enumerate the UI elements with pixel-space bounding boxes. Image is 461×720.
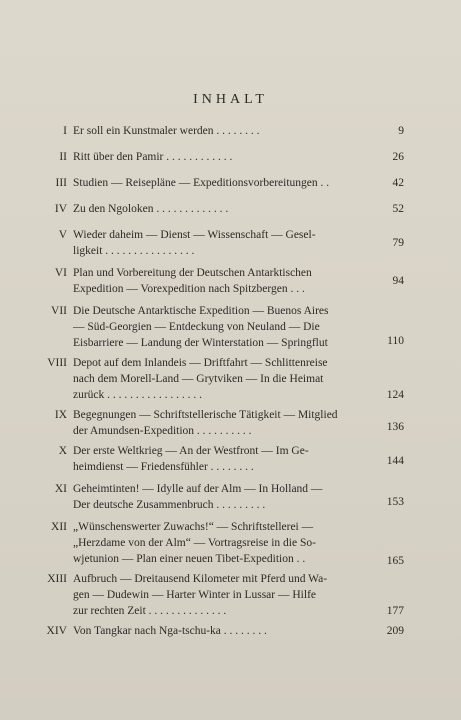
chapter-title [73,407,373,439]
chapter-number: XIV [46,625,67,637]
chapter-number: I [63,125,67,137]
chapter-title-line: Ritt über den Pamir . . . . . . . . . . . . [73,151,233,163]
chapter-title [73,623,373,639]
chapter-title [73,303,373,351]
chapter-number: II [59,151,67,163]
chapter-title-line: Die Deutsche Antarktische Expedition — Buenos Aires [73,305,329,317]
page-number: 26 [392,151,404,163]
chapter-title [73,443,373,475]
chapter-title-line: zur rechten Zeit . . . . . . . . . . . . . . [73,605,227,617]
chapter-title [73,519,373,567]
chapter-number: III [55,177,67,189]
page-number: 94 [392,275,404,287]
chapter-title [73,355,373,403]
chapter-title-line: Studien — Reisepläne — Expeditionsvorbereitungen . . [73,177,330,189]
chapter-title-line: — Süd-Georgien — Entdeckung von Neuland — Die [73,321,320,333]
page-number: 144 [386,455,404,467]
chapter-title-line: Depot auf dem Inlandeis — Driftfahrt — Schlittenreise [73,357,328,369]
chapter-number: VI [54,267,67,279]
chapter-number: XII [51,521,67,533]
chapter-title [73,571,373,619]
page-number: 110 [387,335,404,347]
chapter-title [73,123,373,139]
chapter-title-line: heimdienst — Friedensfühler . . . . . . . . [73,461,254,473]
page-number: 209 [386,625,404,637]
chapter-number: XIII [47,573,67,585]
page-number: 52 [392,203,404,215]
chapter-title-line: Von Tangkar nach Nga-tschu-ka . . . . . . . . [73,625,267,637]
chapter-title-line: Eisbarriere — Landung der Winterstation — Springflut [73,337,328,349]
chapter-title-line: Zu den Ngoloken . . . . . . . . . . . . . [73,203,229,215]
chapter-title-line: Wieder daheim — Dienst — Wissenschaft — Gesel- [73,229,316,241]
page-number: 153 [386,496,404,508]
chapter-title-line: Geheimtinten! — Idylle auf der Alm — In Holland — [73,483,323,495]
chapter-title [73,227,373,259]
page-number: 136 [386,421,404,433]
toc-heading: INHALT [193,92,268,107]
chapter-title [73,201,373,217]
chapter-title-line: Expedition — Vorexpedition nach Spitzbergen . . . [73,283,305,295]
page-number: 165 [386,555,404,567]
chapter-title [73,149,373,165]
chapter-title-line: wjetunion — Plan einer neuen Tibet-Expedition . . [73,553,306,565]
page-number: 79 [392,237,404,249]
chapter-number: V [58,229,67,241]
chapter-title-line: Der erste Weltkrieg — An der Westfront — Im Ge- [73,445,309,457]
chapter-title-line: ligkeit . . . . . . . . . . . . . . . . [73,245,195,257]
page-number: 42 [392,177,404,189]
chapter-title-line: gen — Dudewin — Harter Winter in Lussar — Hilfe [73,589,316,601]
page-number: 177 [386,605,404,617]
chapter-number: VIII [47,357,67,369]
chapter-title-line: „Herzdame von der Alm“ — Vortragsreise in die So- [73,537,316,549]
chapter-title-line: Plan und Vorbereitung der Deutschen Antarktischen [73,267,312,279]
chapter-number: X [58,445,67,457]
chapter-title [73,265,373,297]
page-number: 124 [386,389,404,401]
chapter-title [73,481,373,513]
chapter-title-line: Begegnungen — Schriftstellerische Tätigkeit — Mitglied [73,409,338,421]
chapter-title-line: Er soll ein Kunstmaler werden . . . . . . . . [73,125,260,137]
chapter-title [73,175,373,191]
chapter-title-line: „Wünschenswerter Zuwachs!“ — Schriftstellerei — [73,521,314,533]
chapter-number: VII [51,305,67,317]
chapter-title-line: nach dem Morell-Land — Grytviken — In die Heimat [73,373,324,385]
chapter-title-line: der Amundsen-Expedition . . . . . . . . . . [73,425,252,437]
chapter-title-line: zurück . . . . . . . . . . . . . . . . . [73,389,203,401]
chapter-number: XI [54,483,67,495]
page-number: 9 [398,125,404,137]
chapter-title-line: Der deutsche Zusammenbruch . . . . . . . . . [73,499,266,511]
chapter-number: IX [54,409,67,421]
chapter-title-line: Aufbruch — Dreitausend Kilometer mit Pferd und Wa- [73,573,328,585]
chapter-number: IV [54,203,67,215]
